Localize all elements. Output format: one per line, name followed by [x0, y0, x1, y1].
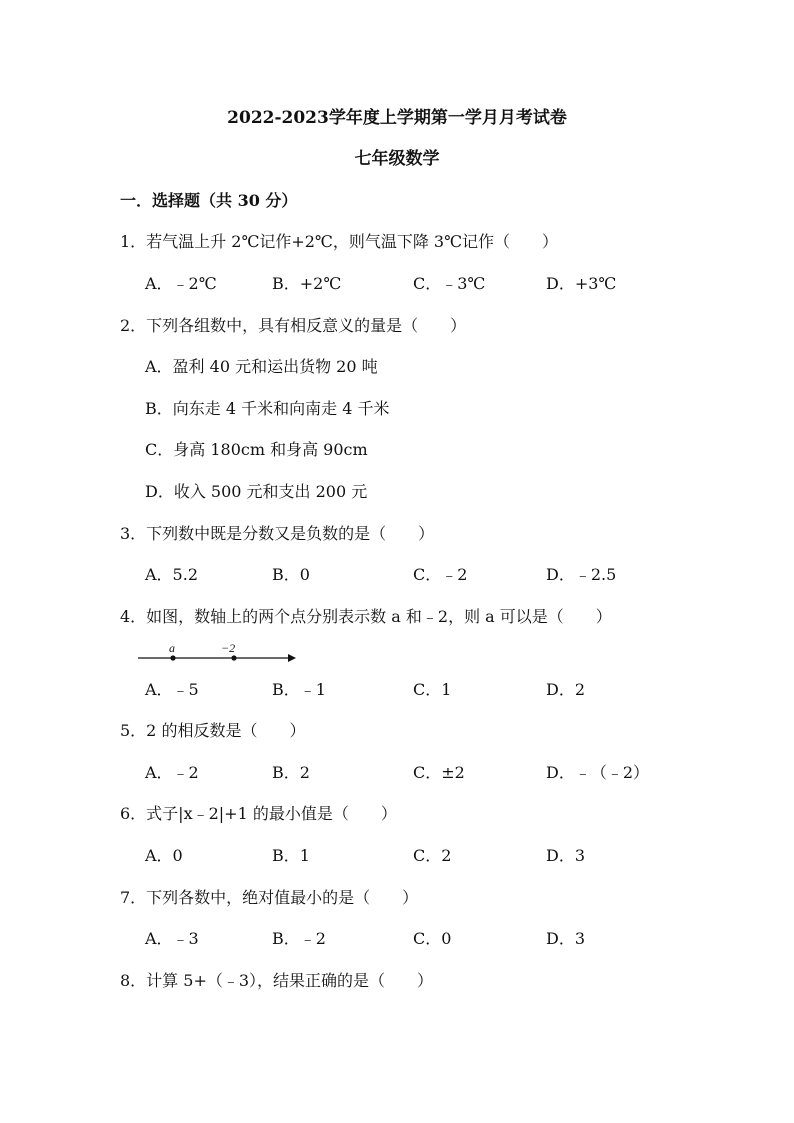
- exam-title: 2022-2023学年度上学期第一学月月考试卷: [227, 108, 567, 128]
- question-7-option-d: D．3: [546, 929, 586, 948]
- question-5-option-a: A．﹣2: [145, 763, 199, 782]
- question-1-option-a: A．﹣2℃: [145, 274, 217, 293]
- question-2-stem: 2．下列各组数中，具有相反意义的量是（ ）: [120, 316, 467, 335]
- question-4-option-b: B．﹣1: [272, 680, 326, 699]
- question-2-option-d: D．收入 500 元和支出 200 元: [145, 482, 368, 501]
- section-heading: 一．选择题（共 30 分）: [120, 191, 298, 210]
- question-3-option-b: B．0: [272, 565, 310, 584]
- question-3-option-d: D．﹣2.5: [546, 565, 617, 584]
- question-2-option-b: B．向东走 4 千米和向南走 4 千米: [145, 399, 390, 418]
- question-7-option-c: C．0: [413, 929, 452, 948]
- question-6-option-c: C．2: [413, 846, 452, 865]
- point-minus-two: [231, 655, 236, 660]
- question-2-option-c: C．身高 180cm 和身高 90cm: [145, 440, 368, 459]
- question-7-option-b: B．﹣2: [272, 929, 326, 948]
- point-a-label: a: [169, 641, 175, 655]
- question-7-stem: 7．下列各数中，绝对值最小的是（ ）: [120, 888, 419, 907]
- question-4-option-a: A．﹣5: [145, 680, 199, 699]
- number-line-figure: [138, 640, 298, 666]
- question-2-option-a: A．盈利 40 元和运出货物 20 吨: [145, 357, 378, 376]
- question-5-option-d: D．﹣（﹣2）: [546, 763, 650, 782]
- question-6-stem: 6．式子|x﹣2|+1 的最小值是（ ）: [120, 804, 397, 823]
- question-3-option-c: C．﹣2: [413, 565, 468, 584]
- question-5-option-b: B．2: [272, 763, 310, 782]
- question-1-option-b: B．+2℃: [272, 274, 342, 293]
- question-3-option-a: A．5.2: [145, 565, 199, 584]
- question-1-option-c: C．﹣3℃: [413, 274, 486, 293]
- question-6-option-a: A．0: [145, 846, 183, 865]
- question-5-option-c: C．±2: [413, 763, 465, 782]
- question-4-option-d: D．2: [546, 680, 586, 699]
- point-a: [170, 655, 175, 660]
- question-4-option-c: C．1: [413, 680, 452, 699]
- point-minus-two-label: −2: [221, 641, 236, 655]
- question-7-option-a: A．﹣3: [145, 929, 199, 948]
- arrow-right-icon: [288, 654, 296, 662]
- question-6-option-d: D．3: [546, 846, 586, 865]
- exam-subtitle: 七年级数学: [354, 149, 440, 169]
- question-6-option-b: B．1: [272, 846, 310, 865]
- question-1-option-d: D．+3℃: [546, 274, 617, 293]
- question-1-stem: 1．若气温上升 2℃记作+2℃，则气温下降 3℃记作（ ）: [120, 232, 558, 251]
- question-5-stem: 5．2 的相反数是（ ）: [120, 721, 306, 740]
- question-3-stem: 3．下列数中既是分数又是负数的是（ ）: [120, 524, 435, 543]
- question-4-stem: 4．如图，数轴上的两个点分别表示数 a 和﹣2，则 a 可以是（ ）: [120, 607, 612, 626]
- question-8-stem: 8．计算 5+（﹣3），结果正确的是（ ）: [120, 971, 434, 990]
